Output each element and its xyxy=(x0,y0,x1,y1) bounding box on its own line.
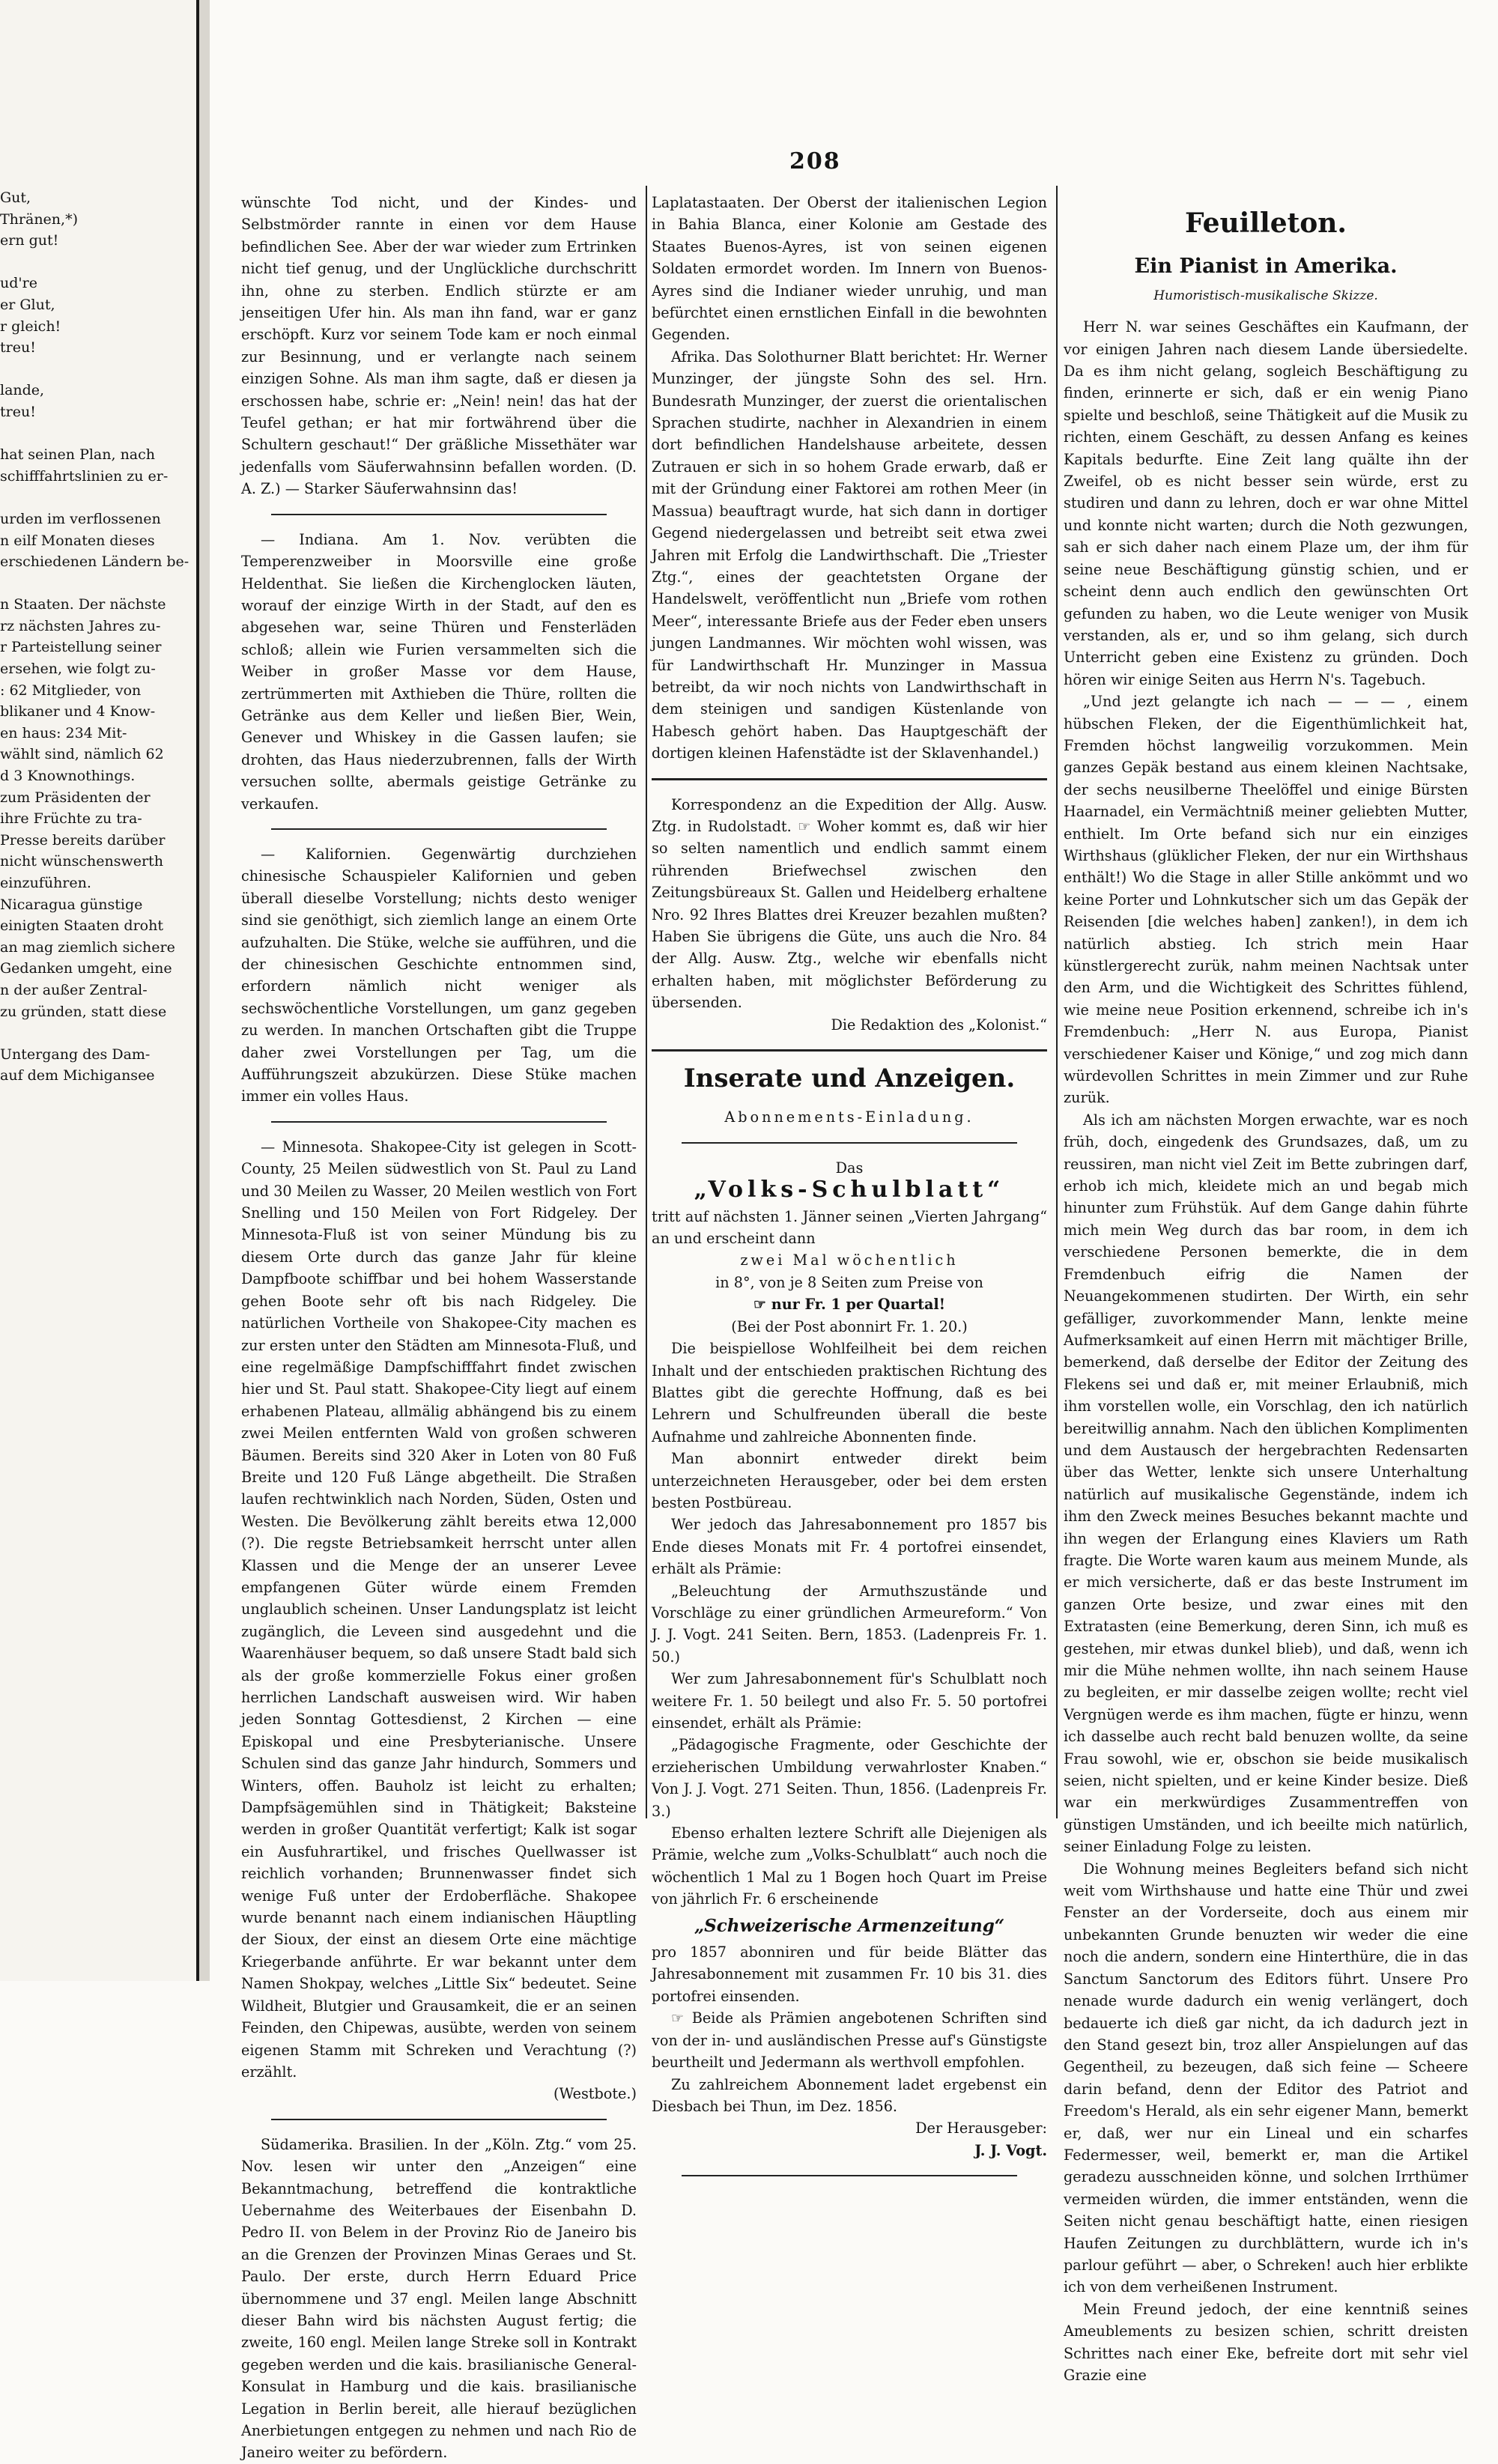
feuilleton-paragraph: Herr N. war seines Geschäftes ein Kaufmann, der vor einigen Jahren nach diesem Lande übersiedelte. Da es ihm nicht gelang, sogleich Beschäftigung zu finden, erinnerte er sich, daß er ein wenig Piano spielte und beschloß, seine Thätigkeit auf die Musik zu richten, einem Geschäft, zu dessen Anfang es keines Kapitals bedurfte. Eine Zeit lang quälte ihn der Zweifel, ob es nicht besser sein würde, erst zu studiren und dann zu lehren, doch er war ohne Mittel und konnte nicht warten; durch die Noth gezwungen, sah er sich daher nach einem Plaze um, der ihm für seine neue Beschäftigung günstig schien, und er scheint denn auch endlich den gewünschten Ort gefunden zu haben, wo die Leute weniger von Musik verstanden, als er, und so ihm gelang, sich durch Unterricht geben eine Existenz zu gründen. Doch hören wir einige Seiten aus Herrn N's. Tagebuch. xyxy=(1064,318,1468,688)
fragment-line: : 62 Mitglieder, von xyxy=(0,682,142,699)
fragment-line xyxy=(0,1922,186,1943)
previous-page-fragments xyxy=(0,187,189,2029)
fragment-line xyxy=(0,1600,186,1622)
fragment-line xyxy=(0,252,186,273)
fragment-line xyxy=(0,1386,186,1408)
feuilleton-subtitle: Humoristisch-musikalische Skizze. xyxy=(1153,288,1378,303)
divider xyxy=(682,1142,1017,1144)
column-feuilleton xyxy=(1064,192,1468,2384)
fragment-line xyxy=(0,1794,186,1815)
fragment-line xyxy=(0,1087,186,1108)
fragment-line xyxy=(0,1622,186,1644)
fragment-line: d 3 Knownothings. xyxy=(0,768,136,785)
article-indiana: — Indiana. Am 1. Nov. verübten die Temperenzweiber in Moorsville eine große Heldenthat. Sie ließen die Kirchenglocken läuten, worauf der einzige Wirth in der Stadt, auf den es abgesehen war, seine Thüren und Fensterläden schloß; allein wie Furien versammelten sich die Weiber in großer Masse vor dem Hause, zertrümmerten mit Axthieben die Thüre, rollten die Getränke aus dem Keller und ließen Bier, Wein, Genever und Whiskey in die Gassen laufen; sie drohten, das Haus niederzubrennen, falls der Wirth versuchen sollte, abermals geistige Getränke zu verkaufen. xyxy=(241,530,637,813)
ad-text: tritt auf nächsten 1. Jänner seinen „Vierten Jahrgang“ an und erscheint dann xyxy=(652,1207,1047,1248)
page-number: 208 xyxy=(789,148,841,175)
article-das: Das xyxy=(835,1159,864,1177)
fragment-line: en haus: 234 Mit- xyxy=(0,724,127,741)
column-news-america xyxy=(241,192,637,2462)
fragment-line xyxy=(0,1901,186,1923)
fragment-line: ersehen, wie folgt zu- xyxy=(0,661,156,678)
fragment-line xyxy=(0,1172,186,1194)
divider xyxy=(271,514,607,515)
fragment-line xyxy=(0,487,186,509)
ad-format: in 8°, von je 8 Seiten zum Preise von xyxy=(715,1273,983,1291)
fragment-line xyxy=(0,1729,186,1751)
ad-price: ☞ nur Fr. 1 per Quartal! xyxy=(753,1296,946,1314)
fragment-line xyxy=(0,1429,186,1451)
ad-text: Wer zum Jahresabonnement für's Schulblatt noch weitere Fr. 1. 50 beilegt und also Fr. 5. 50 portofrei einsendet, erhält als Prämie: xyxy=(652,1670,1047,1732)
fragment-line: einigten Staaten droht xyxy=(0,917,163,935)
fragment-line xyxy=(0,1515,186,1537)
fragment-line xyxy=(0,1344,186,1365)
feuilleton-heading: Feuilleton. xyxy=(1185,207,1347,239)
fragment-line xyxy=(0,1879,186,1901)
page-gutter xyxy=(199,0,210,1981)
fragment-line xyxy=(0,1815,186,1836)
fragment-line: treu! xyxy=(0,403,36,420)
fragment-line: ern gut! xyxy=(0,232,59,249)
fragment-line xyxy=(0,1493,186,1515)
article-source: (Westbote.) xyxy=(553,2085,637,2103)
divider xyxy=(271,1121,607,1123)
article-suedamerika: Südamerika. Brasilien. In der „Köln. Ztg.“ vom 25. Nov. lesen wir unter den „Anzeigen“ eine Bekanntmachung, betreffend die kontraktliche Uebernahme des Weiterbaues der Eisenbahn D. Pedro II. von Belem in der Provinz Rio de Janeiro bis an die Grenzen der Provinzen Minas Geraes und St. Paulo. Der erste, durch Herrn Eduard Price übernommene und 37 engl. Meilen lange Abschnitt dieser Bahn wird bis nächsten August fertig; die zweite, 160 engl. Meilen lange Streke soll in Kontrakt gegeben werden und die kais. brasilianische General-Konsulat in Hamburg und die kais. brasilianische Legation in Berlin bereit, alle hierauf bezüglichen Anerbietungen entgegen zu nehmen und nach Rio de Janeiro weiter zu befördern. xyxy=(241,2135,637,2462)
feuilleton-paragraph: „Und jezt gelangte ich nach — — — , einem hübschen Fleken, der die Eigenthümlichkeit hat, Fremden höchst langweilig vorzukommen. Mein ganzes Gepäk bestand aus einem kleinen Nachtsake, der sechs neusilberne Theelöffel und einige Bürsten Haarnadel, ein Vermächtniß meiner geliebten Mutter, enthielt. Im Orte befand sich nur ein einziges Wirthshaus (glüklicher Fleken, der nur ein Wirthshaus enthält!) Wo die Stage in aller Stille ankömmt und wo keine Porter und Lohnkutscher sich um das Gepäk der Reisenden [die welches haben] zanken!), in dem ich natürlich abstieg. Ich strich mein Haar künstlergerecht zurük, nahm meinen Nachtsak unter den Arm, und die Wichtigkeit des Schrittes fühlend, wie meine neue Position erkennend, schreibe ich in's Fremdenbuch: „Herr N. aus Europa, Pianist verschiedener Kaiser und Könige,“ und zog mich dann würdevollen Schrittes in mein Zimmer und zur Ruhe zurük. xyxy=(1064,693,1468,1107)
fragment-line: blikaner und 4 Know- xyxy=(0,703,156,720)
ad-text: Ebenso erhalten leztere Schrift alle Diejenigen als Prämie, welche zum „Volks-Schulblatt“ auch noch die wöchentlich 1 Mal zu 1 Bogen hoch Quart im Preise von jährlich Fr. 6 erscheinende xyxy=(652,1824,1047,1908)
fragment-line: r gleich! xyxy=(0,318,61,335)
article-laplatastaaten: Laplatastaaten. Der Oberst der italienischen Legion in Bahia Blanca, einer Kolonie am Gestade des Staates Buenos-Ayres, ist von seinen eigenen Soldaten ermordet worden. Im Innern von Buenos-Ayres sind die Indianer wieder unruhig, und man befürchtet einen ernstlichen Einfall in die bewohnten Gegenden. xyxy=(652,194,1047,344)
volks-schulblatt-title: „Volks-Schulblatt“ xyxy=(694,1177,1005,1204)
fragment-line: n eilf Monaten dieses xyxy=(0,532,155,549)
fragment-line xyxy=(0,1151,186,1173)
fragment-line xyxy=(0,1279,186,1301)
divider xyxy=(271,828,607,830)
fragment-line xyxy=(0,423,186,445)
fragment-line: schifffahrtslinien zu er- xyxy=(0,467,169,485)
fragment-line xyxy=(0,1943,186,1965)
fragment-line xyxy=(0,1365,186,1387)
ad-text: ☞ Beide als Prämien angebotenen Schriften sind von der in- und ausländischen Presse auf's Günstigste beurtheilt und Jedermann als werthvoll empfohlen. xyxy=(652,2009,1047,2072)
fragment-line xyxy=(0,1301,186,1323)
ad-premium-2: „Pädagogische Fragmente, oder Geschichte der erzieherischen Umbildung verwahrloster Knaben.“ Von J. J. Vogt. 271 Seiten. Thun, 1856. (Ladenpreis Fr. 3.) xyxy=(652,1736,1047,1820)
fragment-line: er Glut, xyxy=(0,296,55,313)
fragment-line xyxy=(0,1750,186,1772)
fragment-line xyxy=(0,1857,186,1879)
fragment-line: an mag ziemlich sichere xyxy=(0,938,175,956)
fragment-line xyxy=(0,1687,186,1708)
feuilleton-paragraph: Mein Freund jedoch, der eine kenntniß seines Ameublements zu besizen schien, schritt dreisten Schrittes nach einer Eke, befreite dort mit sehr viel Grazie eine xyxy=(1064,2300,1468,2384)
fragment-line xyxy=(0,1236,186,1258)
korrespondenz-signature: Die Redaktion des „Kolonist.“ xyxy=(831,1016,1047,1034)
fragment-line xyxy=(0,1665,186,1687)
fragment-line xyxy=(0,359,186,380)
feuilleton-paragraph: Als ich am nächsten Morgen erwachte, war es noch früh, doch, eingedenk des Grundsazes, daß, um zu reussiren, man nicht viel Zeit im Bette zubringen darf, erhob ich mich, kleidete mich an und begab mich hinunter zum Frühstük. Auf dem Gange dahin führte mich mein Weg durch das bar room, in dem ich verschiedene Personen bemerkte, die in dem Fremdenbuch eifrig die Namen der Neuangekommenen studirten. Der Wirth, ein sehr gefälliger, zuvorkommender Mann, lenkte meine Aufmerksamkeit auf einen Herrn mit mächtiger Brille, bemerkend, daß derselbe der Editor der Zeitung des Flekens sei und daß er, mit meiner Erlaubniß, mich ihm vorstellen wolle, ein Vorschlag, den ich natürlich bereitwillig annahm. Nach den üblichen Komplimenten und dem Austausch der hergebrachten Redensarten über das Wetter, lenkte sich unsere Unterhaltung natürlich auf musikalische Gegenstände, indem ich ihm den Zweck meines Besuches bekannt machte und ihn wegen der Erlangung eines Klaviers um Rath fragte. Die Worte waren kaum aus meinem Munde, als er mich versicherte, daß er das beste Instrument im ganzen Orte besize, und zwar eines mit den Extratasten (eine Bemerkung, deren Sinn, ich muß es gestehen, mir etwas dunkel blieb), und daß, wenn ich mir die Mühe nehmen wollte, ihn nach seinem Hause zu begleiten, er mir dasselbe zeigen wollte; recht viel Vergnügen werde es ihm machen, fügte er hinzu, wenn ich dasselbe auch recht bald benuzen wollte, da seine Frau sowohl, wie er, obschon sie beide musikalisch seien, nicht spielten, und er keine Kinder besize. Dieß war ein merkwürdiges Zusammentreffen von günstigen Umständen, und ich beeilte mich natürlich, seiner Einladung Folge zu leisten. xyxy=(1064,1111,1468,1856)
fragment-line xyxy=(0,1964,186,1986)
fragment-line xyxy=(0,1129,186,1151)
fragment-line xyxy=(0,1108,186,1130)
fragment-line xyxy=(0,1258,186,1280)
fragment-line xyxy=(0,573,186,595)
fragment-line: lande, xyxy=(0,382,45,399)
fragment-line xyxy=(0,1451,186,1472)
divider xyxy=(652,1049,1047,1052)
divider xyxy=(271,2119,607,2120)
fragment-line: wählt sind, nämlich 62 xyxy=(0,746,164,763)
column-news-ads xyxy=(652,192,1047,2159)
armenzeitung-title: „Schweizerische Armenzeitung“ xyxy=(694,1915,1005,1936)
fragment-line xyxy=(0,1580,186,1601)
ad-post-price: (Bei der Post abonnirt Fr. 1. 20.) xyxy=(731,1317,968,1335)
column-rule-1 xyxy=(646,186,647,1818)
fragment-line: Presse bereits darüber xyxy=(0,831,166,849)
fragment-line xyxy=(0,1322,186,1344)
feuilleton-title: Ein Pianist in Amerika. xyxy=(1134,255,1398,279)
fragment-line xyxy=(0,1472,186,1494)
fragment-line xyxy=(0,1643,186,1665)
article-afrika: Afrika. Das Solothurner Blatt berichtet: Hr. Werner Munzinger, der jüngste Sohn des sel. Hrn. Bundesrath Munzinger, der zuerst die orientalischen Sprachen studirte, nachher in Alexandrien in einem dort befindlichen Handelshause arbeitete, dessen Zutrauen er sich in so hohem Grade erwarb, daß er mit der Gründung einer Faktorei am rothen Meer (in Massua) beauftragt wurde, hat sich dann in dortiger Gegend niedergelassen und betreibt seit etwa zwei Jahren mit Erfolg die Landwirthschaft. Die „Triester Ztg.“, eines der geachtetsten Organe der Handelswelt, veröffentlicht nun „Briefe vom rothen Meer“, interessante Briefe aus der Feder eben unsers jungen Landmannes. Wir möchten wohl wissen, was für Landwirthschaft Hr. Munzinger in Massua betreibt, da wir noch nichts von Landwirthschaft in dem steinigen und sandigen Küstenlande von Habesch gehört haben. Das Hauptgeschäft der dortigen kleinen Hafenstädte ist der Sklavenhandel.) xyxy=(652,348,1047,762)
article-kalifornien: — Kalifornien. Gegenwärtig durchziehen chinesische Schauspieler Kalifornien und geben überall dieselbe Vorstellung; nichts desto weniger sind sie genöthigt, sich ziemlich lange an einem Orte aufzuhalten. Die Stüke, welche sie aufführen, und die der chinesischen Geschichte entnommen sind, erfordern nämlich nicht weniger als sechswöchentliche Vorstellungen, um ganz gegeben zu werden. In manchen Ortschaften gibt die Truppe daher zwei Vorstellungen per Tag, um die Aufführungszeit abzukürzen. Diese Stüke machen immer ein volles Haus. xyxy=(241,845,637,1105)
feuilleton-paragraph: Die Wohnung meines Begleiters befand sich nicht weit vom Wirthshause und hatte eine Thür und zwei Fenster an der Vorderseite, doch aus einem mir unbekannten Grunde benuzten wir weder die eine noch die andern, sondern eine Hinterthüre, die in das Sanctum Sanctorum des Editors führt. Unsere Pro nenade wurde dadurch ein wenig verlängert, doch bedauerte ich dieß gar nicht, da ich dadurch jezt in den Stand gesezt bin, troz aller Anspielungen auf das Gegentheil, zu bezeugen, daß sich feine — Scheere darin befand, denn der Editor des Patriot and Freedom's Herald, als ein sehr eigener Mann, bemerkt er, daß, wer nur ein Lineal und ein scharfes Federmesser, weil, bemerkt er, man die Artikel geradezu ausschneiden könne, und solchen Irrthümer vermeiden würden, die immer entständen, wenn die Seiten nicht genau beschäftigt hatte, einen riesigen Haufen Zeitungen zu durchblättern, wurde ich in's parlour geführt — aber, o Schreken! auch hier erblikte ich von dem verheißenen Instrument. xyxy=(1064,1860,1468,2296)
fragment-line: Nicaragua günstige xyxy=(0,896,143,913)
fragment-line xyxy=(0,1408,186,1430)
fragment-line: nicht wünschenswerth xyxy=(0,853,163,870)
divider xyxy=(652,778,1047,780)
fragment-line: ihre Früchte zu tra- xyxy=(0,810,142,828)
publisher-label: Der Herausgeber: xyxy=(915,2119,1047,2137)
fragment-line xyxy=(0,1194,186,1216)
fragment-line xyxy=(0,1708,186,1729)
fragment-line: treu! xyxy=(0,339,36,356)
fragment-line: Thränen,*) xyxy=(0,210,78,228)
fragment-line: erschiedenen Ländern be- xyxy=(0,553,189,571)
fragment-line: n der außer Zentral- xyxy=(0,981,148,998)
fragment-line xyxy=(0,1558,186,1580)
fragment-line xyxy=(0,1836,186,1858)
column-rule-2 xyxy=(1056,186,1058,1818)
ad-text: Die beispiellose Wohlfeilheit bei dem reichen Inhalt und der entschieden praktischen Richtung des Blattes gibt die gerechte Hoffnung, daß es bei Lehrern und Schulfreunden überall die beste Aufnahme und zahlreiche Abonnenten finde. xyxy=(652,1340,1047,1445)
fragment-line: urden im verflossenen xyxy=(0,510,161,527)
ad-text: Wer jedoch das Jahresabonnement pro 1857 bis Ende dieses Monats mit Fr. 4 portofrei einsendet, erhält als Prämie: xyxy=(652,1516,1047,1578)
ad-text: Man abonnirt entweder direkt beim unterzeichneten Herausgeber, oder bei dem ersten besten Postbüreau. xyxy=(652,1450,1047,1511)
fragment-line: einzuführen. xyxy=(0,875,91,891)
ads-heading: Inserate und Anzeigen. xyxy=(683,1063,1016,1094)
ad-text: pro 1857 abonniren und für beide Blätter das Jahresabonnement mit zusammen Fr. 10 bis 31. dies portofrei einsenden. xyxy=(652,1943,1047,2005)
fragment-line xyxy=(0,1986,186,2008)
fragment-line xyxy=(0,2007,186,2029)
subscription-invitation: Abonnements-Einladung. xyxy=(724,1108,974,1126)
fragment-line xyxy=(0,1772,186,1794)
fragment-line: Untergang des Dam- xyxy=(0,1046,151,1063)
ad-premium-1: „Beleuchtung der Armuthszustände und Vorschläge zu einer gründlichen Armeureform.“ Von J. J. Vogt. 241 Seiten. Bern, 1853. (Ladenpreis Fr. 1. 50.) xyxy=(652,1582,1047,1666)
publisher-name: J. J. Vogt. xyxy=(974,2141,1047,2159)
fragment-line: n Staaten. Der nächste xyxy=(0,596,166,613)
divider xyxy=(682,2175,1017,2176)
fragment-line: hat seinen Plan, nach xyxy=(0,446,156,464)
fragment-line xyxy=(0,1022,186,1044)
article-korrespondenz: Korrespondenz an die Expedition der Allg. Ausw. Ztg. in Rudolstadt. ☞ Woher kommt es, daß wir hier so selten namentlich und endlich sammt einem rührenden Briefwechsel zwischen den Zeitungsbüreaux St. Gallen und Heidelberg erhaltene Nro. 92 Ihres Blattes drei Kreuzer bezahlen mußten? Haben Sie übrigens die Güte, uns auch die Nro. 84 der Allg. Ausw. Ztg., welche wir ebenfalls nicht erhalten haben, mit möglichster Beförderung zu übersenden. xyxy=(652,795,1047,1012)
fragment-line: ud're xyxy=(0,275,37,292)
fragment-line: Gut, xyxy=(0,189,31,206)
fragment-line: zu gründen, statt diese xyxy=(0,1003,167,1020)
ad-frequency: zwei Mal wöchentlich xyxy=(740,1251,959,1269)
fragment-line: Gedanken umgeht, eine xyxy=(0,960,172,977)
fragment-line: r Parteistellung seiner xyxy=(0,639,162,656)
fragment-line: rz nächsten Jahres zu- xyxy=(0,617,161,634)
ad-text: Zu zahlreichem Abonnement ladet ergebenst ein Diesbach bei Thun, im Dez. 1856. xyxy=(652,2075,1047,2115)
fragment-line xyxy=(0,1536,186,1558)
article-minnesota: — Minnesota. Shakopee-City ist gelegen in Scott-County, 25 Meilen südwestlich von St. Paul zu Land und 30 Meilen zu Wasser, 20 Meilen westlich von Fort Snelling und 150 Meilen von Fort Ridgeley. Der Minnesota-Fluß ist von seiner Mündung bis zu diesem Orte durch das ganze Jahr für kleine Dampfboote schiffbar und bei hohem Wasserstande gehen Boote sehr oft bis nach Ridgeley. Die natürlichen Vortheile von Shakopee-City machen es zur ersten unter den Städten am Minnesota-Fluß, und eine regelmäßige Dampfschifffahrt findet zwischen hier und St. Paul statt. Shakopee-City liegt auf einem erhabenen Plateau, allmälig abhängend bis zu einem zwei Meilen entfernten Wald von großen schweren Bäumen. Bereits sind 320 Aker in Loten von 80 Fuß Breite und 120 Fuß Länge abgetheilt. Die Straßen laufen rechtwinklich nach Norden, Süden, Osten und Westen. Die Bevölkerung zählt bereits etwa 12,000 (?). Die regste Betriebsamkeit herrscht unter allen Klassen und die Menge der an unserer Levee empfangenen Güter würde einem Fremden unglaublich scheinen. Unser Landungsplatz ist leicht zugänglich, die Leveen sind ausgedehnt und die Waarenhäuser bequem, so daß unsere Stadt bald sich als der große kommerzielle Fokus einer großen herrlichen Landschaft ausweisen wird. Wir haben jeden Sonntag Gottesdienst, 2 Kirchen — eine Episkopal und eine Presbyterianische. Unsere Schulen sind das ganze Jahr hindurch, Sommers und Winters, offen. Bauholz ist leicht zu erhalten; Dampfsägemühlen sind in Thätigkeit; Baksteine werden in großer Quantität verfertigt; Kalk ist sogar ein Ausfuhrartikel, und frisches Quellwasser ist reichlich vorhanden; Brunnenwasser findet sich wenige Fuß unter der Erdoberfläche. Shakopee wurde benannt nach einem indianischen Häuptling der Sioux, der einst an diesem Orte eine mächtige Kriegerbande anführte. Er war bekannt unter dem Namen Shokpay, welches „Little Six“ bedeutet. Seine Wildheit, Blutgier und Grausamkeit, die er an seinen Feinden, den Chipewas, ausübte, werden von seinem eigenen Stamm mit Schreken und Verachtung (?) erzählt. xyxy=(241,1138,637,2081)
fragment-line xyxy=(0,1216,186,1237)
fragment-line: auf dem Michigansee xyxy=(0,1067,155,1084)
article-suicide-end: wünschte Tod nicht, und der Kindes- und Selbstmörder rannte in einen vor dem Hause befindlichen See. Aber der war wieder zum Ertrinken nicht tief genug, und der Unglückliche durchschritt ihn, ohne zu sterben. Endlich stürzte er am jenseitigen Ufer hin. Als man ihn fand, war er ganz erschöpft. Kurz vor seinem Tode kam er noch einmal zur Besinnung, und er verlangte nach seinem einzigen Sohne. Als man ihm sagte, daß er diesen ja erschossen habe, schrie er: „Nein! nein! das hat der Teufel gethan; er hat mir fortwährend über die Schultern geschaut!“ Der gräßliche Missethäter war jedenfalls vom Säuferwahnsinn befallen worden. (D. A. Z.) — Starker Säuferwahnsinn das! xyxy=(241,194,637,498)
fragment-line: zum Präsidenten der xyxy=(0,789,151,806)
